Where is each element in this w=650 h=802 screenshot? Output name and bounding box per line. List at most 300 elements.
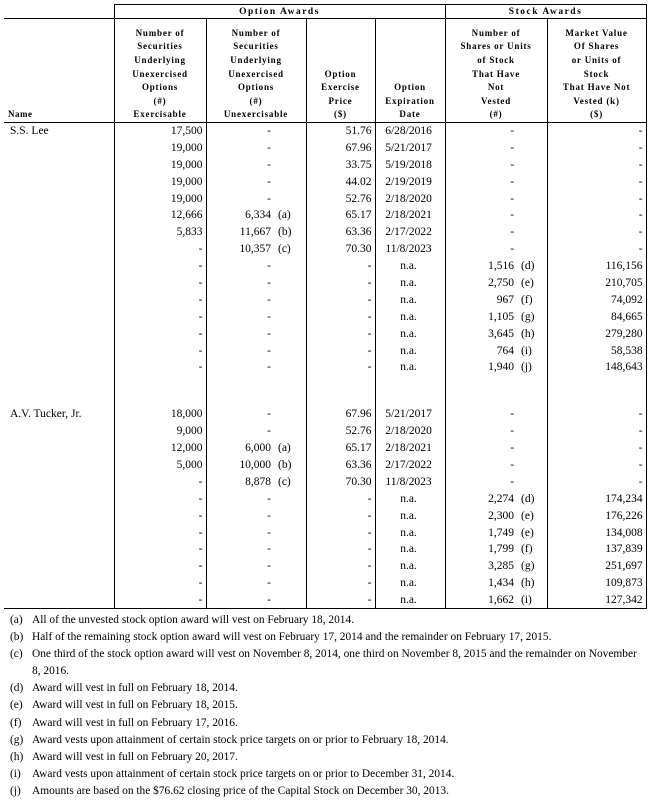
exercisable-cell: -	[114, 524, 206, 541]
option-awards-header: Option Awards	[114, 5, 445, 19]
expiration-date-cell: n.a.	[375, 308, 445, 325]
unexercisable-footnote: (c)	[278, 243, 291, 256]
exercise-price-cell: -	[306, 558, 375, 575]
unvested-shares-footnote	[517, 207, 547, 224]
unvested-shares-cell: -	[445, 406, 517, 423]
unexercisable-cell: 6,334	[206, 207, 274, 224]
unvested-shares-cell: 2,300	[445, 507, 517, 524]
footnote-item	[10, 697, 640, 714]
table-row	[4, 241, 646, 258]
table-row	[4, 139, 646, 156]
name-cell	[4, 342, 114, 359]
market-value-cell: 210,705	[547, 275, 646, 292]
unexercisable-footnote	[274, 123, 306, 140]
footnote-item	[10, 612, 640, 629]
market-value-cell: 116,156	[547, 258, 646, 275]
unvested-shares-cell: 1,662	[445, 592, 517, 609]
exercisable-cell: -	[114, 473, 206, 490]
exercisable-cell: -	[114, 558, 206, 575]
unvested-shares-footnote	[517, 173, 547, 190]
exercisable-cell: 17,500	[114, 123, 206, 140]
exercise-price-cell: 63.36	[306, 457, 375, 474]
exercisable-cell: 19,000	[114, 190, 206, 207]
unexercisable-footnote	[274, 342, 306, 359]
table-row	[4, 507, 646, 524]
table-row	[4, 423, 646, 440]
unvested-shares-footnote: (g)	[521, 560, 535, 573]
exercise-price-cell: -	[306, 541, 375, 558]
exercise-price-cell: -	[306, 308, 375, 325]
unexercisable-cell: -	[206, 490, 274, 507]
market-value-cell: -	[547, 241, 646, 258]
unvested-shares-footnote: (d)	[521, 260, 535, 273]
unexercisable-cell: -	[206, 308, 274, 325]
expiration-date-cell: n.a.	[375, 575, 445, 592]
table-row	[4, 207, 646, 224]
unvested-shares-footnote: (d)	[521, 492, 535, 505]
name-cell	[4, 592, 114, 609]
market-value-cell: 109,873	[547, 575, 646, 592]
expiration-date-cell: 5/21/2017	[375, 406, 445, 423]
expiration-date-cell: n.a.	[375, 275, 445, 292]
name-cell	[4, 190, 114, 207]
market-value-cell: 176,226	[547, 507, 646, 524]
table-row	[4, 490, 646, 507]
market-value-cell: -	[547, 406, 646, 423]
name-cell	[4, 156, 114, 173]
unexercisable-footnote: (b)	[278, 226, 292, 239]
table-row	[4, 473, 646, 490]
unexercisable-footnote	[274, 575, 306, 592]
expiration-date-cell: 11/8/2023	[375, 473, 445, 490]
outstanding-equity-awards-table	[4, 4, 647, 609]
exercise-price-cell: 65.17	[306, 440, 375, 457]
market-value-cell: 137,839	[547, 541, 646, 558]
name-cell	[4, 558, 114, 575]
table-row	[4, 190, 646, 207]
market-value-cell: -	[547, 457, 646, 474]
unvested-shares-cell: 1,749	[445, 524, 517, 541]
exercise-price-cell: 44.02	[306, 173, 375, 190]
exercise-price-cell: -	[306, 258, 375, 275]
table-row	[4, 440, 646, 457]
exercisable-cell: 9,000	[114, 423, 206, 440]
expiration-date-cell: 2/17/2022	[375, 457, 445, 474]
exercisable-cell: 5,833	[114, 224, 206, 241]
unexercisable-cell: 8,878	[206, 473, 274, 490]
unvested-shares-cell: 967	[445, 291, 517, 308]
unexercisable-footnote	[274, 524, 306, 541]
expiration-date-cell: n.a.	[375, 558, 445, 575]
unvested-shares-cell: -	[445, 473, 517, 490]
exercise-price-cell: 52.76	[306, 423, 375, 440]
unexercisable-cell: -	[206, 139, 274, 156]
table-row	[4, 342, 646, 359]
name-cell	[4, 490, 114, 507]
market-value-cell: -	[547, 156, 646, 173]
exercisable-cell: 19,000	[114, 139, 206, 156]
unvested-shares-cell: 3,285	[445, 558, 517, 575]
expiration-date-cell: n.a.	[375, 592, 445, 609]
unvested-shares-footnote: (g)	[521, 310, 535, 323]
market-value-cell: -	[547, 224, 646, 241]
footnote-text: Amounts are based on the $76.62 closing price of the Capital Stock on December 30, 2013.	[32, 784, 449, 797]
footnote-marker: (a)	[10, 614, 23, 626]
unvested-shares-footnote	[517, 457, 547, 474]
footnote-item	[10, 732, 640, 749]
unvested-shares-cell: -	[445, 423, 517, 440]
table-row	[4, 558, 646, 575]
expiration-date-cell: 2/18/2020	[375, 190, 445, 207]
name-cell	[4, 291, 114, 308]
market-value-cell: -	[547, 423, 646, 440]
unvested-shares-footnote	[517, 156, 547, 173]
expiration-date-cell: 2/19/2019	[375, 173, 445, 190]
unvested-shares-cell: 764	[445, 342, 517, 359]
footnote-item	[10, 629, 640, 646]
unexercisable-header: Number of Securities Underlying Unexercised Options (#) Unexercisable	[206, 19, 306, 123]
exercisable-cell: -	[114, 342, 206, 359]
unvested-shares-cell: 1,799	[445, 541, 517, 558]
footnote-text: All of the unvested stock option award will vest on February 18, 2014.	[32, 614, 355, 626]
market-value-cell: 134,008	[547, 524, 646, 541]
unexercisable-cell: -	[206, 406, 274, 423]
table-row	[4, 325, 646, 342]
exercise-price-cell: 63.36	[306, 224, 375, 241]
exercisable-cell: -	[114, 507, 206, 524]
unvested-shares-cell: -	[445, 190, 517, 207]
table-row	[4, 156, 646, 173]
unvested-shares-cell: -	[445, 123, 517, 140]
table-row	[4, 291, 646, 308]
table-row	[4, 308, 646, 325]
unexercisable-cell: -	[206, 156, 274, 173]
exercise-price-cell: -	[306, 325, 375, 342]
unvested-shares-cell: -	[445, 207, 517, 224]
exercisable-cell: 12,666	[114, 207, 206, 224]
expiration-date-header: Option Expiration Date	[375, 19, 445, 123]
unexercisable-footnote: (b)	[278, 458, 292, 471]
expiration-date-cell: 2/18/2021	[375, 207, 445, 224]
unvested-shares-footnote	[517, 241, 547, 258]
exercisable-cell: 12,000	[114, 440, 206, 457]
unexercisable-footnote: (a)	[278, 209, 291, 222]
unexercisable-footnote	[274, 423, 306, 440]
name-cell	[4, 139, 114, 156]
unexercisable-cell: -	[206, 190, 274, 207]
unvested-shares-cell: 3,645	[445, 325, 517, 342]
unvested-shares-cell: 1,516	[445, 258, 517, 275]
exercisable-cell: 5,000	[114, 457, 206, 474]
unexercisable-cell: 11,667	[206, 224, 274, 241]
market-value-cell: -	[547, 123, 646, 140]
exercise-price-cell: 70.30	[306, 241, 375, 258]
exercise-price-cell: 52.76	[306, 190, 375, 207]
unvested-shares-cell: -	[445, 156, 517, 173]
footnote-text: Half of the remaining stock option award will vest on February 17, 2014 and the remainder on February 17, 2015.	[32, 631, 552, 644]
unexercisable-footnote	[274, 490, 306, 507]
market-value-cell: -	[547, 190, 646, 207]
group-header-row	[4, 5, 646, 19]
unvested-shares-footnote: (h)	[521, 577, 535, 590]
unexercisable-cell: -	[206, 558, 274, 575]
section-spacer	[4, 376, 646, 406]
unexercisable-footnote	[274, 308, 306, 325]
market-value-cell: 84,665	[547, 308, 646, 325]
market-value-cell: 74,092	[547, 291, 646, 308]
unexercisable-cell: 6,000	[206, 440, 274, 457]
name-cell	[4, 507, 114, 524]
column-header-row	[4, 19, 646, 123]
expiration-date-cell: n.a.	[375, 524, 445, 541]
exercisable-cell: -	[114, 592, 206, 609]
unvested-shares-footnote	[517, 440, 547, 457]
unvested-shares-footnote	[517, 190, 547, 207]
footnote-marker: (j)	[10, 784, 21, 797]
table-row	[4, 592, 646, 609]
name-cell	[4, 423, 114, 440]
expiration-date-cell: 2/18/2021	[375, 440, 445, 457]
unexercisable-footnote	[274, 541, 306, 558]
unexercisable-cell: -	[206, 541, 274, 558]
unexercisable-cell: -	[206, 359, 274, 376]
unexercisable-footnote	[274, 592, 306, 609]
name-cell	[4, 207, 114, 224]
footnote-marker: (g)	[10, 733, 24, 746]
unvested-shares-cell: -	[445, 139, 517, 156]
expiration-date-cell: 11/8/2023	[375, 241, 445, 258]
unvested-shares-cell: 2,274	[445, 490, 517, 507]
exercise-price-cell: 65.17	[306, 207, 375, 224]
table-row	[4, 541, 646, 558]
exercisable-cell: 18,000	[114, 406, 206, 423]
expiration-date-cell: n.a.	[375, 325, 445, 342]
unexercisable-cell: 10,000	[206, 457, 274, 474]
expiration-date-cell: n.a.	[375, 291, 445, 308]
unexercisable-cell: 10,357	[206, 241, 274, 258]
unexercisable-footnote: (a)	[278, 442, 291, 455]
footnote-text: One third of the stock option award will vest on November 8, 2014, one third on November 8, 2015 and the remainder on November 8, 2016.	[32, 648, 637, 678]
unexercisable-cell: -	[206, 507, 274, 524]
table-row	[4, 406, 646, 423]
exercise-price-cell: -	[306, 291, 375, 308]
unexercisable-cell: -	[206, 291, 274, 308]
footnote-item	[10, 766, 640, 783]
footnote-marker: (c)	[10, 648, 23, 661]
table-row	[4, 359, 646, 376]
expiration-date-cell: n.a.	[375, 541, 445, 558]
table-row	[4, 258, 646, 275]
unvested-shares-footnote: (f)	[521, 543, 533, 556]
name-cell	[4, 440, 114, 457]
footnote-text: Award will vest in full on February 18, 2015.	[32, 699, 238, 712]
exercise-price-cell: 51.76	[306, 123, 375, 140]
footnote-item	[10, 680, 640, 697]
expiration-date-cell: 2/17/2022	[375, 224, 445, 241]
unvested-shares-cell: 1,940	[445, 359, 517, 376]
unvested-shares-header: Number of Shares or Units of Stock That Have Not Vested (#)	[445, 19, 547, 123]
exercisable-cell: -	[114, 291, 206, 308]
unvested-shares-footnote: (e)	[521, 509, 534, 522]
unvested-shares-footnote	[517, 423, 547, 440]
name-cell	[4, 575, 114, 592]
footnote-item	[10, 749, 640, 766]
table-row	[4, 457, 646, 474]
exercise-price-cell: -	[306, 592, 375, 609]
exercise-price-cell: 70.30	[306, 473, 375, 490]
table-row	[4, 224, 646, 241]
unexercisable-cell: -	[206, 524, 274, 541]
footnote-marker: (i)	[10, 767, 21, 780]
unexercisable-cell: -	[206, 342, 274, 359]
exercisable-cell: 19,000	[114, 173, 206, 190]
name-cell	[4, 308, 114, 325]
exercisable-cell: -	[114, 325, 206, 342]
name-header: Name	[4, 19, 114, 123]
exercise-price-cell: 33.75	[306, 156, 375, 173]
expiration-date-cell: 5/19/2018	[375, 156, 445, 173]
footnote-text: Award vests upon attainment of certain stock price targets on or prior to December 31, 2014.	[32, 767, 455, 780]
unvested-shares-cell: -	[445, 241, 517, 258]
unexercisable-footnote	[274, 406, 306, 423]
exercise-price-cell: -	[306, 575, 375, 592]
unexercisable-footnote: (c)	[278, 475, 291, 488]
footnote-marker: (b)	[10, 631, 24, 644]
unvested-shares-footnote: (h)	[521, 327, 535, 340]
unexercisable-cell: -	[206, 325, 274, 342]
footnotes	[10, 612, 640, 800]
unexercisable-cell: -	[206, 258, 274, 275]
market-value-cell: -	[547, 207, 646, 224]
table-row	[4, 123, 646, 140]
unexercisable-footnote	[274, 507, 306, 524]
unvested-shares-cell: -	[445, 173, 517, 190]
table-row	[4, 275, 646, 292]
footnote-item	[10, 646, 640, 680]
stock-awards-header: Stock Awards	[445, 5, 646, 19]
exercisable-cell: -	[114, 308, 206, 325]
name-cell	[4, 325, 114, 342]
unexercisable-cell: -	[206, 123, 274, 140]
unexercisable-footnote	[274, 258, 306, 275]
unexercisable-footnote	[274, 359, 306, 376]
unvested-shares-footnote	[517, 406, 547, 423]
exercise-price-cell: -	[306, 524, 375, 541]
exercise-price-cell: 67.96	[306, 406, 375, 423]
footnote-marker: (f)	[10, 716, 22, 729]
name-cell	[4, 473, 114, 490]
footnote-marker: (h)	[10, 750, 24, 763]
expiration-date-cell: n.a.	[375, 258, 445, 275]
unvested-shares-footnote: (i)	[517, 592, 547, 609]
expiration-date-cell: n.a.	[375, 507, 445, 524]
footnote-marker: (e)	[10, 699, 23, 712]
footnote-text: Award will vest in full on February 18, 2014.	[32, 682, 238, 695]
exercise-price-cell: -	[306, 507, 375, 524]
name-cell	[4, 359, 114, 376]
exercisable-cell: -	[114, 490, 206, 507]
unexercisable-footnote	[274, 275, 306, 292]
exercisable-cell: 19,000	[114, 156, 206, 173]
unexercisable-footnote	[274, 291, 306, 308]
market-value-cell: 174,234	[547, 490, 646, 507]
exercisable-cell: -	[114, 258, 206, 275]
expiration-date-cell: n.a.	[375, 359, 445, 376]
footnote-text: Award vests upon attainment of certain stock price targets on or prior to February 18, 2014.	[32, 733, 449, 746]
exercise-price-cell: -	[306, 342, 375, 359]
expiration-date-cell: 6/28/2016	[375, 123, 445, 140]
market-value-cell: 58,538	[547, 342, 646, 359]
expiration-date-cell: 5/21/2017	[375, 139, 445, 156]
expiration-date-cell: 2/18/2020	[375, 423, 445, 440]
unexercisable-footnote	[274, 156, 306, 173]
market-value-cell: 127,342	[547, 592, 646, 609]
footnote-marker: (d)	[10, 682, 24, 695]
name-cell	[4, 241, 114, 258]
unvested-shares-cell: 1,105	[445, 308, 517, 325]
footnote-item	[10, 715, 640, 732]
exercisable-cell: -	[114, 275, 206, 292]
unexercisable-cell: -	[206, 275, 274, 292]
executive-name: A.V. Tucker, Jr.	[10, 408, 82, 421]
exercise-price-cell: -	[306, 359, 375, 376]
name-cell	[4, 457, 114, 474]
market-value-cell: -	[547, 473, 646, 490]
unexercisable-cell: -	[206, 423, 274, 440]
name-cell	[4, 224, 114, 241]
expiration-date-cell: n.a.	[375, 342, 445, 359]
table-row	[4, 524, 646, 541]
exercise-price-header: Option Exercise Price ($)	[306, 19, 375, 123]
unvested-shares-footnote	[517, 473, 547, 490]
unvested-shares-footnote: (f)	[521, 293, 533, 306]
market-value-cell: 279,280	[547, 325, 646, 342]
name-cell	[4, 524, 114, 541]
exercise-price-cell: -	[306, 275, 375, 292]
footnote-text: Award will vest in full on February 20, 2017.	[32, 750, 238, 763]
footnote-item	[10, 783, 640, 800]
unvested-shares-footnote	[517, 123, 547, 140]
unexercisable-footnote	[274, 173, 306, 190]
unvested-shares-footnote	[517, 224, 547, 241]
unvested-shares-footnote: (i)	[521, 344, 532, 357]
unexercisable-cell: -	[206, 575, 274, 592]
exercisable-cell: -	[114, 575, 206, 592]
market-value-cell: -	[547, 173, 646, 190]
name-cell	[4, 541, 114, 558]
exercisable-cell: -	[114, 359, 206, 376]
unexercisable-cell: -	[206, 592, 274, 609]
unexercisable-footnote	[274, 558, 306, 575]
unexercisable-footnote	[274, 325, 306, 342]
exercisable-cell: -	[114, 541, 206, 558]
market-value-cell: -	[547, 440, 646, 457]
unvested-shares-footnote: (e)	[521, 526, 534, 539]
table-body	[4, 123, 646, 609]
unvested-shares-cell: 2,750	[445, 275, 517, 292]
executive-name: S.S. Lee	[10, 125, 49, 138]
unexercisable-cell: -	[206, 173, 274, 190]
name-cell	[4, 275, 114, 292]
unvested-shares-cell: -	[445, 224, 517, 241]
market-value-cell: -	[547, 139, 646, 156]
unexercisable-footnote	[274, 139, 306, 156]
market-value-cell: 148,643	[547, 359, 646, 376]
unexercisable-footnote	[274, 190, 306, 207]
exercise-price-cell: -	[306, 490, 375, 507]
expiration-date-cell: n.a.	[375, 490, 445, 507]
exercisable-header: Number of Securities Underlying Unexercised Options (#) Exercisable	[114, 19, 206, 123]
